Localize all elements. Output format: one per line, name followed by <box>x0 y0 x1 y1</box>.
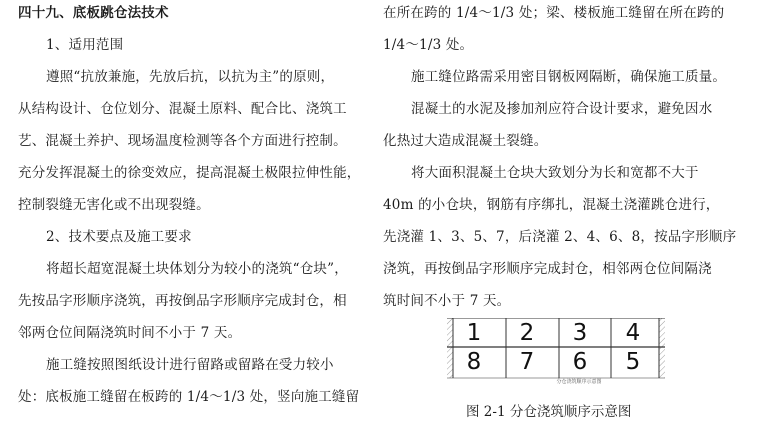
paragraph-line: 浇筑，再按倒品字形顺序完成封仓，相邻两仓位间隔浇 <box>383 261 712 277</box>
pour-cell-8: 8 <box>466 349 482 375</box>
paragraph-line: 充分发挥混凝土的徐变效应，提高混凝土极限拉伸性能， <box>18 165 361 181</box>
section-heading: 四十九、底板跳仓法技术 <box>18 5 169 21</box>
paragraph-line: 混凝土的水泥及掺加剂应符合设计要求，避免因水 <box>411 101 713 117</box>
pour-cell-4: 4 <box>625 320 641 346</box>
paragraph-line: 将超长超宽混凝土块体划分为较小的浇筑“仓块”， <box>46 261 348 277</box>
subheading-requirements: 2、技术要点及施工要求 <box>46 229 192 245</box>
paragraph-line: 遵照“抗放兼施，先放后抗，以抗为主”的原则， <box>46 69 335 85</box>
paragraph-line: 化热过大造成混凝土裂缝。 <box>383 133 548 149</box>
pour-sequence-figure <box>447 318 665 390</box>
paragraph-line: 40m 的小仓块，钢筋有序绑扎，混凝土浇灌跳仓进行， <box>383 197 720 213</box>
paragraph-line: 1/4～1/3 处。 <box>383 37 474 53</box>
pour-cell-6: 6 <box>572 349 588 375</box>
figure-caption: 图 2-1 分仓浇筑顺序示意图 <box>466 404 632 420</box>
subheading-scope: 1、适用范围 <box>46 37 124 53</box>
paragraph-line: 艺、混凝土养护、现场温度检测等各个方面进行控制。 <box>18 133 347 149</box>
paragraph-line: 邻两仓位间隔浇筑时间不小于 7 天。 <box>18 325 242 341</box>
paragraph-line: 在所在跨的 1/4～1/3 处；梁、楼板施工缝留在所在跨的 <box>383 5 725 21</box>
paragraph-line: 施工缝按照图纸设计进行留路或留路在受力较小 <box>46 357 334 373</box>
paragraph-line: 控制裂缝无害化或不出现裂缝。 <box>18 197 210 213</box>
paragraph-line: 从结构设计、仓位划分、混凝土原料、配合比、浇筑工 <box>18 101 347 117</box>
pour-cell-3: 3 <box>572 320 588 346</box>
pour-cell-5: 5 <box>625 349 641 375</box>
pour-cell-2: 2 <box>519 320 535 346</box>
pour-cell-1: 1 <box>466 320 482 346</box>
paragraph-line: 先浇灌 1、3、5、7，后浇灌 2、4、6、8，按品字形顺序 <box>383 229 737 245</box>
paragraph-line: 筑时间不小于 7 天。 <box>383 293 511 309</box>
paragraph-line: 先按品字形顺序浇筑，再按倒品字形顺序完成封仓，相 <box>18 293 347 309</box>
paragraph-line: 施工缝位路需采用密目钢板网隔断，确保施工质量。 <box>411 69 727 85</box>
paragraph-line: 处：底板施工缝留在板跨的 1/4～1/3 处，竖向施工缝留 <box>18 389 360 405</box>
pour-cell-7: 7 <box>519 349 535 375</box>
figure-note: 分仓浇筑顺序示意图 <box>556 379 602 385</box>
paragraph-line: 将大面积混凝土仓块大致划分为长和宽都不大于 <box>411 165 699 181</box>
